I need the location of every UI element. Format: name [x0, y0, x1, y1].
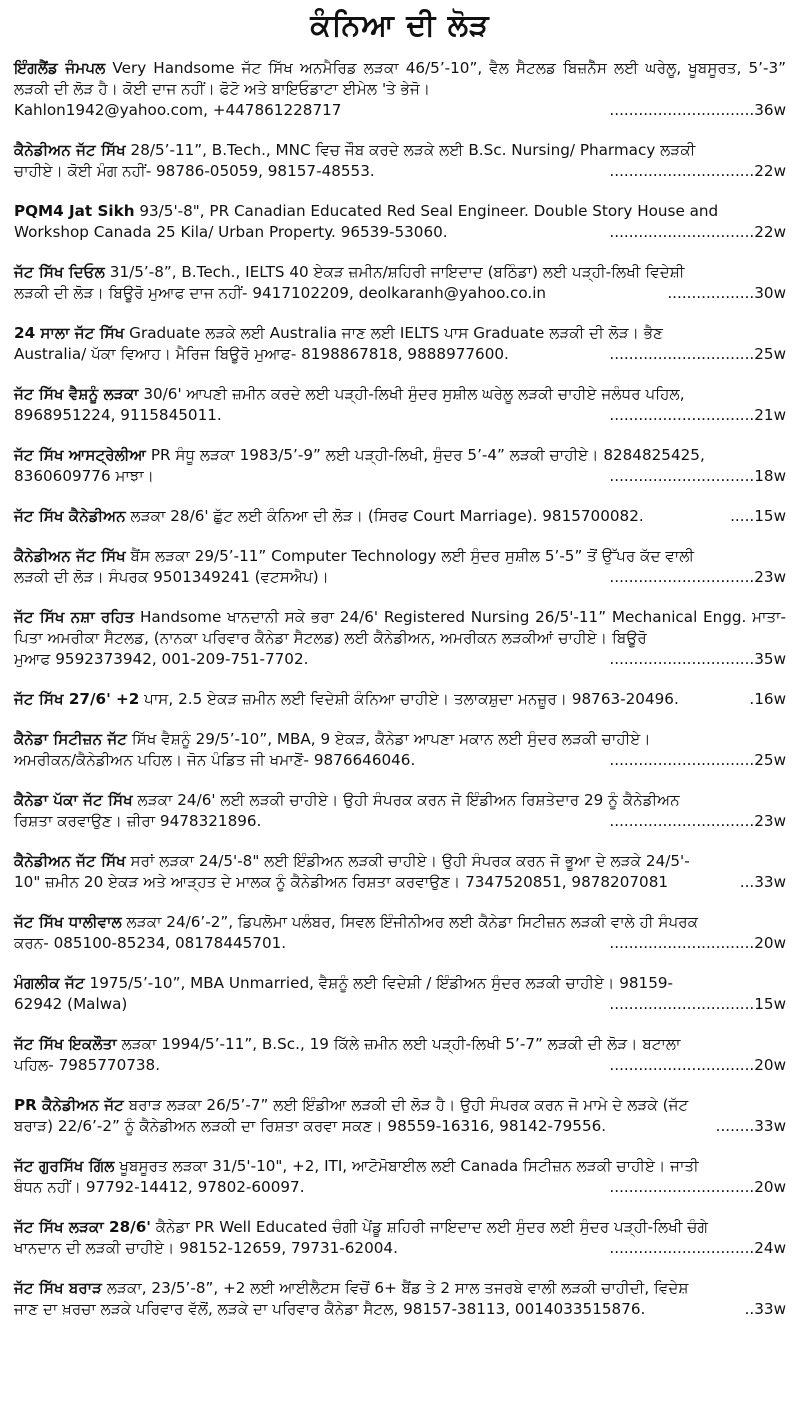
ad-code: ..............................18w [609, 467, 786, 485]
ad-contact: ਬਰਾੜ) 22/6’-2” ਨੂੰ ਕੈਨੇਡੀਅਨ ਲੜਕੀ ਦਾ ਰਿਸ਼ਤਾ ਕਰਵਾ ਸਕਣ। 98559-16316, 98142-79556. [14, 1117, 607, 1135]
ad-contact: Australia/ ਪੱਕਾ ਵਿਆਹ। ਮੈਰਿਜ ਬਿਊਰੋ ਮੁਆਫ- 8198867818, 9888977600. [14, 345, 509, 363]
ad-lead: ਜੱਟ ਸਿੱਖ 27/6' +2 [14, 690, 140, 708]
classified-ad [14, 1095, 786, 1137]
ad-text [14, 1278, 786, 1299]
ad-main [14, 506, 644, 527]
ad-text [14, 729, 786, 750]
ad-body: ਕੈਨੇਡਾ PR Well Educated ਚੰਗੀ ਪੇਂਡੂ ਸ਼ਹਿਰੀ ਜਾਇਦਾਦ ਲਈ ਸੁੰਦਰ ਲਈ ਸੁੰਦਰ ਪੜ੍ਹੀ-ਲਿਖੀ ਚੰਗੇ [150, 1218, 709, 1236]
ad-code: ..............................20w [609, 1056, 786, 1074]
ad-body: ਲੜਕਾ 24/6' ਲਈ ਲੜਕੀ ਚਾਹੀਏ। ਉਹੀ ਸੰਪਰਕ ਕਰਨ ਜੋ ਇੰਡੀਅਨ ਰਿਸ਼ਤੇਦਾਰ 29 ਨੂੰ ਕੈਨੇਡੀਅਨ [132, 791, 680, 809]
ad-code: ..............................24w [609, 1239, 786, 1257]
ad-code: ..33w [744, 1300, 786, 1318]
ad-tail [14, 933, 786, 954]
ad-lead: PQM4 Jat Sikh [14, 202, 135, 220]
ad-code: ..............................20w [609, 1178, 786, 1196]
ad-tail [14, 567, 786, 588]
ad-tail [14, 1238, 786, 1259]
ad-body: Graduate ਲੜਕੇ ਲਈ Australia ਜਾਣ ਲਈ IELTS ਪਾਸ Graduate ਲੜਕੀ ਦੀ ਲੋੜ। ਭੈਣ [124, 324, 664, 342]
ad-contact: ਬੰਧਨ ਨਹੀਂ। 97792-14412, 97802-60097. [14, 1178, 305, 1196]
ad-contact: ਕਰਨ- 085100-85234, 08178445701. [14, 934, 287, 952]
ad-text [14, 1034, 786, 1055]
ad-text [14, 384, 786, 405]
ad-tail [14, 1177, 786, 1198]
ad-code: ..................30w [667, 284, 786, 302]
ad-code: ..............................20w [609, 934, 786, 952]
ad-tail [14, 872, 786, 893]
classified-ad [14, 851, 786, 893]
classified-ad [14, 1217, 786, 1259]
ad-body: ਲੜਕਾ 28/6' ਛੁੱਟ ਲਈ ਕੰਨਿਆ ਦੀ ਲੋੜ। (ਸਿਰਫ Court Marriage). 9815700082. [125, 507, 644, 525]
ad-contact: ਖਾਨਦਾਨ ਦੀ ਲੜਕੀ ਚਾਹੀਏ। 98152-12659, 79731-62004. [14, 1239, 398, 1257]
ad-lead: ਮੰਗਲੀਕ ਜੱਟ [14, 974, 85, 992]
ad-lead: ਜੱਟ ਗੁਰਸਿੱਖ ਗਿੱਲ [14, 1157, 115, 1175]
ad-tail [14, 1055, 786, 1076]
ad-text [14, 1217, 786, 1238]
ad-body: ਬਰਾੜ ਲੜਕਾ 26/5’-7” ਲਈ ਇੰਡੀਆ ਲੜਕੀ ਦੀ ਲੋੜ ਹੈ। ਉਹੀ ਸੰਪਰਕ ਕਰਨ ਜੋ ਮਾਮੇ ਦੇ ਲੜਕੇ (ਜੱਟ [123, 1096, 689, 1114]
page-title: ਕੰਨਿਆ ਦੀ ਲੋੜ [310, 8, 490, 43]
ad-text [14, 201, 786, 222]
ad-tail [14, 466, 786, 487]
ad-tail [14, 161, 786, 182]
ad-lead: 24 ਸਾਲਾ ਜੱਟ ਸਿੱਖ [14, 324, 125, 342]
ad-lead: ਜੱਟ ਸਿੱਖ ਧਾਲੀਵਾਲ [14, 913, 122, 931]
ad-tail [14, 1116, 786, 1137]
ad-lead: ਜੱਟ ਸਿੱਖ ਦਿਓਲ [14, 263, 105, 281]
ad-text [14, 689, 786, 710]
ad-text [14, 912, 786, 933]
ad-text [14, 851, 786, 872]
ad-body: ਲੜਕਾ, 23/5’-8”, +2 ਲਈ ਆਈਲੈਟਸ ਵਿਚੋਂ 6+ ਬੈਂਡ ਤੇ 2 ਸਾਲ ਤਜਰਬੇ ਵਾਲੀ ਲੜਕੀ ਚਾਹੀਦੀ, ਵਿਦੇਸ਼ [102, 1279, 689, 1297]
classified-ad [14, 912, 786, 954]
ad-lead: ਜੱਟ ਸਿੱਖ ਕੈਨੇਡੀਅਨ [14, 507, 126, 525]
ad-lead: ਕੈਨੇਡੀਅਨ ਜੱਟ ਸਿੱਖ [14, 141, 126, 159]
ads-list [14, 58, 786, 1320]
ad-code: ...33w [739, 873, 786, 891]
ad-body: ਲੜਕਾ 24/6’-2”, ਡਿਪਲੋਮਾ ਪਲੰਬਰ, ਸਿਵਲ ਇੰਜੀਨੀਅਰ ਲਈ ਕੈਨੇਡਾ ਸਿਟੀਜ਼ਨ ਲੜਕੀ ਵਾਲੇ ਹੀ ਸੰਪਰਕ [121, 913, 699, 931]
ad-contact: Kahlon1942@yahoo.com, +447861228717 [14, 101, 342, 119]
ad-code: ..............................21w [609, 406, 786, 424]
classified-ad [14, 546, 786, 588]
classified-ad [14, 201, 786, 243]
ad-body: 1975/5’-10”, MBA Unmarried, ਵੈਸ਼ਨੂੰ ਲਈ ਵਿਦੇਸ਼ੀ / ਇੰਡੀਅਨ ਸੁੰਦਰ ਲੜਕੀ ਚਾਹੀਏ। 98159- [84, 974, 674, 992]
classified-ad [14, 607, 786, 670]
ad-text [14, 1095, 786, 1116]
ad-lead: ਕੈਨੇਡਾ ਪੱਕਾ ਜੱਟ ਸਿੱਖ [14, 791, 133, 809]
ad-text [14, 445, 786, 466]
ad-body: 31/5’-8”, B.Tech., IELTS 40 ਏਕੜ ਜ਼ਮੀਨ/ਸ਼ਹਿਰੀ ਜਾਇਦਾਦ (ਬਠਿੰਡਾ) ਲਈ ਪੜ੍ਹੀ-ਲਿਖੀ ਵਿਦੇਸ਼ੀ [104, 263, 685, 281]
ad-code: ..............................25w [609, 751, 786, 769]
ad-code: ..............................25w [609, 345, 786, 363]
ad-contact: ਅਮਰੀਕਨ/ਕੈਨੇਡੀਅਨ ਪਹਿਲ। ਜੋਨ ਪੰਡਿਤ ਜੀ ਖਮਾਣੋਂ- 9876646046. [14, 751, 416, 769]
classified-ad [14, 1034, 786, 1076]
classified-ad [14, 384, 786, 426]
ad-tail [14, 100, 786, 121]
ad-text [14, 1156, 786, 1177]
classified-ad [14, 973, 786, 1015]
ad-lead: ਜੱਟ ਸਿੱਖ ਬਰਾੜ [14, 1279, 103, 1297]
ad-tail [14, 222, 786, 243]
ad-text [14, 973, 786, 994]
ad-contact: ਰਿਸ਼ਤਾ ਕਰਵਾਉਣ। ਜ਼ੀਰਾ 9478321896. [14, 812, 262, 830]
ad-body: 28/5’-11”, B.Tech., MNC ਵਿਚ ਜੌਬ ਕਰਦੇ ਲੜਕੇ ਲਈ B.Sc. Nursing/ Pharmacy ਲੜਕੀ [125, 141, 696, 159]
ad-code: ........33w [715, 1117, 786, 1135]
ad-body: ਪਾਸ, 2.5 ਏਕੜ ਜ਼ਮੀਨ ਲਈ ਵਿਦੇਸ਼ੀ ਕੰਨਿਆ ਚਾਹੀਏ। ਤਲਾਕਸ਼ੁਦਾ ਮਨਜ਼ੂਰ। 98763-20496. [139, 690, 679, 708]
ad-body: ਸਰਾਂ ਲੜਕਾ 24/5'-8" ਲਈ ਇੰਡੀਅਨ ਲੜਕੀ ਚਾਹੀਏ। ਉਹੀ ਸੰਪਰਕ ਕਰਨ ਜੋ ਭੂਆ ਦੇ ਲੜਕੇ 24/5'- [125, 852, 690, 870]
ad-tail [14, 344, 786, 365]
classified-ad [14, 445, 786, 487]
ad-body: Very Handsome ਜੱਟ ਸਿੱਖ ਅਨਮੈਰਿਡ ਲੜਕਾ 46/5’-10”, ਵੈਲ ਸੈਟਲਡ ਬਿਜ਼ਨੈੱਸ ਲਈ ਘਰੇਲੂ, ਖੂਬਸੂਰਤ, 5’-3” ਲੜਕੀ ਦੀ ਲੋੜ ਹੈ। ਕੋਈ ਦਾਜ ਨਹੀਂ। ਫੋਟੋ ਅਤੇ ਬਾਇਓਡਾਟਾ ਈਮੇਲ 'ਤੇ ਭੇਜੋ। [14, 59, 786, 98]
ad-contact: ਚਾਹੀਏ। ਕੋਈ ਮੰਗ ਨਹੀਂ- 98786-05059, 98157-48553. [14, 162, 375, 180]
ad-lead: ਕੈਨੇਡੀਅਨ ਜੱਟ ਸਿੱਖ [14, 547, 126, 565]
classified-ad [14, 58, 786, 121]
ad-contact: 10" ਜ਼ਮੀਨ 20 ਏਕੜ ਅਤੇ ਆੜ੍ਹਤ ਦੇ ਮਾਲਕ ਨੂੰ ਕੈਨੇਡੀਅਨ ਰਿਸ਼ਤਾ ਕਰਵਾਉਣ। 7347520851, 9878207081 [14, 873, 669, 891]
ad-lead: ਜੱਟ ਸਿੱਖ ਨਸ਼ਾ ਰਹਿਤ [14, 608, 135, 626]
classified-ad [14, 323, 786, 365]
ad-tail [14, 405, 786, 426]
classified-ad [14, 1156, 786, 1198]
ad-code: ..............................22w [609, 162, 786, 180]
classified-ad [14, 262, 786, 304]
ad-contact: ਲੜਕੀ ਦੀ ਲੋੜ। ਸੰਪਰਕ 9501349241 (ਵਟਸਐਪ)। [14, 568, 329, 586]
ad-code: ..............................35w [609, 650, 786, 668]
ad-tail [14, 283, 786, 304]
ad-body: ਲੜਕਾ 1994/5’-11”, B.Sc., 19 ਕਿੱਲੇ ਜ਼ਮੀਨ ਲਈ ਪੜ੍ਹੀ-ਲਿਖੀ 5’-7” ਲੜਕੀ ਦੀ ਲੋੜ। ਬਟਾਲਾ [116, 1035, 681, 1053]
classified-ad [14, 729, 786, 771]
ad-text [14, 790, 786, 811]
ad-contact: 62942 (Malwa) [14, 995, 128, 1013]
ad-tail [14, 750, 786, 771]
ad-lead: ਜੱਟ ਸਿੱਖ ਇਕਲੌਤਾ [14, 1035, 117, 1053]
ad-code: ..............................15w [609, 995, 786, 1013]
ad-code: ..............................36w [609, 101, 786, 119]
ad-code: ..............................23w [609, 812, 786, 830]
ad-body: ਖੂਬਸੂਰਤ ਲੜਕਾ 31/5'-10", +2, ITI, ਆਟੋਮੋਬਾਈਲ ਲਈ Canada ਸਿਟੀਜ਼ਨ ਲੜਕੀ ਚਾਹੀਏ। ਜਾਤੀ [114, 1157, 699, 1175]
ad-lead: ਜੱਟ ਸਿੱਖ ਲੜਕਾ 28/6' [14, 1218, 151, 1236]
ad-body: 93/5'-8", PR Canadian Educated Red Seal Engineer. Double Story House and [134, 202, 719, 220]
ad-lead: ਇੰਗਲੈਂਡ ਜੰਮਪਲ [14, 59, 106, 77]
ad-contact: 8360609776 ਮਾਝਾ। [14, 467, 154, 485]
ad-body: ਸਿੱਖ ਵੈਸ਼ਨੂੰ 29/5’-10”, MBA, 9 ਏਕੜ, ਕੈਨੇਡਾ ਆਪਣਾ ਮਕਾਨ ਲਈ ਸੁੰਦਰ ਲੜਕੀ ਚਾਹੀਏ। [127, 730, 651, 748]
ad-lead: ਕੈਨੇਡਾ ਸਿਟੀਜ਼ਨ ਜੱਟ [14, 730, 127, 748]
ad-lead: PR ਕੈਨੇਡੀਅਨ ਜੱਟ [14, 1096, 124, 1114]
ad-code: .16w [749, 690, 786, 708]
ad-code: ..............................23w [609, 568, 786, 586]
ad-text [14, 262, 786, 283]
classified-ad [14, 689, 786, 710]
ad-lead: ਕੈਨੇਡੀਅਨ ਜੱਟ ਸਿੱਖ [14, 852, 126, 870]
ad-text [14, 506, 786, 527]
ad-text [14, 323, 786, 344]
ad-contact: Workshop Canada 25 Kila/ Urban Property. 96539-53060. [14, 223, 448, 241]
ad-lead: ਜੱਟ ਸਿੱਖ ਵੈਸ਼ਨੂੰ ਲੜਕਾ [14, 385, 139, 403]
ad-tail [14, 1299, 786, 1320]
ad-tail [14, 649, 786, 670]
ad-body: PR ਸੰਧੂ ਲੜਕਾ 1983/5’-9” ਲਈ ਪੜ੍ਹੀ-ਲਿਖੀ, ਸੁੰਦਰ 5’-4” ਲੜਕੀ ਚਾਹੀਏ। 8284825425, [146, 446, 705, 464]
ad-text [14, 140, 786, 161]
ad-code: .....15w [730, 507, 786, 525]
ad-body: ਬੈਂਸ ਲੜਕਾ 29/5’-11” Computer Technology ਲਈ ਸੁੰਦਰ ਸੁਸ਼ੀਲ 5’-5” ਤੋਂ ਉੱਪਰ ਕੱਦ ਵਾਲੀ [125, 547, 695, 565]
ad-text [14, 546, 786, 567]
ad-contact: 8968951224, 9115845011. [14, 406, 222, 424]
classified-ad [14, 790, 786, 832]
ad-body: 30/6' ਆਪਣੀ ਜ਼ਮੀਨ ਕਰਦੇ ਲਈ ਪੜ੍ਹੀ-ਲਿਖੀ ਸੁੰਦਰ ਸੁਸ਼ੀਲ ਘਰੇਲੂ ਲੜਕੀ ਚਾਹੀਏ ਜਲੰਧਰ ਪਹਿਲ, [138, 385, 685, 403]
ad-tail [14, 994, 786, 1015]
ad-lead: ਜੱਟ ਸਿੱਖ ਆਸਟ੍ਰੇਲੀਆ [14, 446, 147, 464]
ad-code: ..............................22w [609, 223, 786, 241]
classified-ad [14, 506, 786, 527]
classified-ad [14, 1278, 786, 1320]
ad-text [14, 607, 786, 649]
ad-tail [14, 811, 786, 832]
ad-contact: ਲੜਕੀ ਦੀ ਲੋੜ। ਬਿਊਰੋ ਮੁਆਫ ਦਾਜ ਨਹੀਂ- 9417102209, deolkaranh@yahoo.co.in [14, 284, 547, 302]
ad-text [14, 58, 786, 100]
ad-main [14, 689, 679, 710]
ad-contact: ਜਾਣ ਦਾ ਖ਼ਰਚਾ ਲੜਕੇ ਪਰਿਵਾਰ ਵੱਲੋਂ, ਲੜਕੇ ਦਾ ਪਰਿਵਾਰ ਕੈਨੇਡਾ ਸੈਟਲ, 98157-38113, 0014033515876. [14, 1300, 646, 1318]
ad-contact: ਮੁਆਫ 9592373942, 001-209-751-7702. [14, 650, 309, 668]
ad-contact: ਪਹਿਲ- 7985770738. [14, 1056, 161, 1074]
ad-body: Handsome ਖਾਨਦਾਨੀ ਸਕੇ ਭਰਾ 24/6' Registered Nursing 26/5'-11” Mechanical Engg. ਮਾਤਾ-ਪਿਤਾ ਅਮਰੀਕਾ ਸੈਟਲਡ, (ਨਾਨਕਾ ਪਰਿਵਾਰ ਕੈਨੇਡਾ ਸੈਟਲਡ) ਲਈ ਕੈਨੇਡੀਅਨ, ਅਮਰੀਕਨ ਲੜਕੀਆਂ ਚਾਹੀਏ। ਬਿਊਰੋ [14, 608, 787, 647]
classified-ad [14, 140, 786, 182]
